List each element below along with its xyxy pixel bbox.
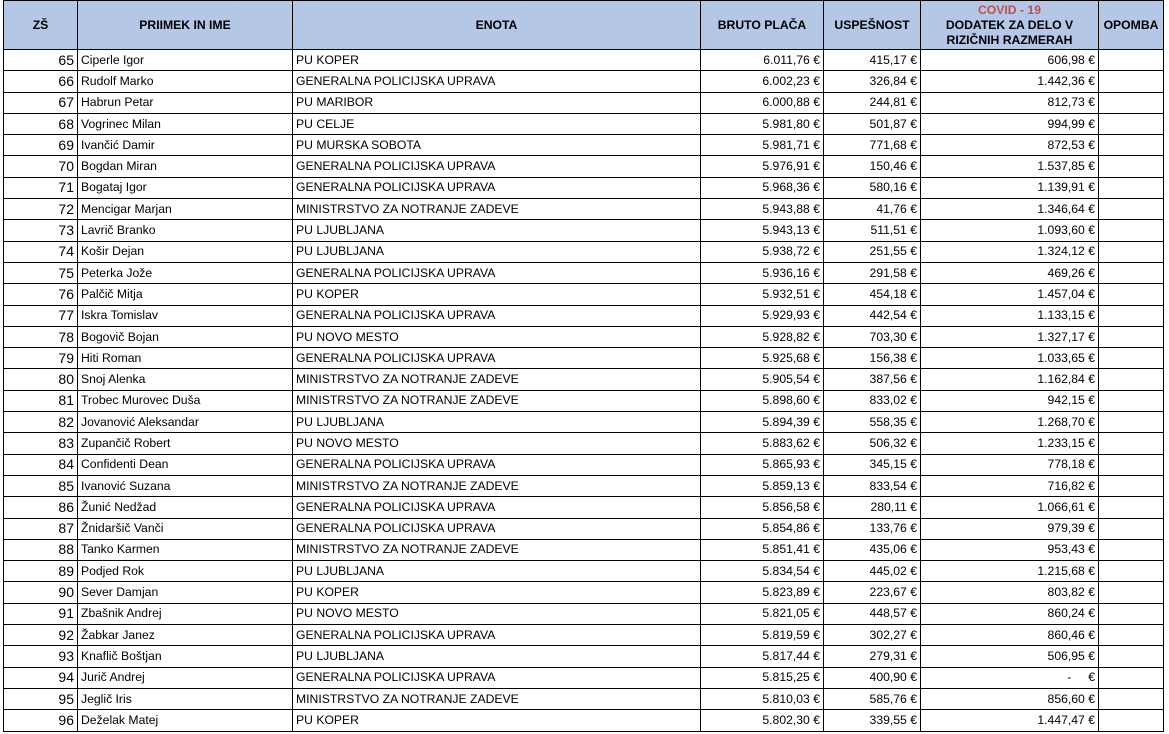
cell-covid: 1.066,61 € <box>921 497 1099 518</box>
cell-gross: 5.943,13 € <box>701 220 824 241</box>
cell-covid: 469,26 € <box>921 262 1099 283</box>
cell-note <box>1099 71 1164 92</box>
cell-zs: 92 <box>4 625 78 646</box>
cell-zs: 67 <box>4 92 78 113</box>
cell-gross: 5.925,68 € <box>701 348 824 369</box>
salary-table <box>3 0 1164 732</box>
cell-performance: 435,06 € <box>824 539 921 560</box>
cell-zs: 66 <box>4 71 78 92</box>
cell-gross: 5.851,41 € <box>701 539 824 560</box>
cell-zs: 78 <box>4 326 78 347</box>
cell-covid: 1.442,36 € <box>921 71 1099 92</box>
table-row <box>4 454 1164 475</box>
cell-name: Jurič Andrej <box>78 667 293 688</box>
cell-name: Košir Dejan <box>78 241 293 262</box>
header-gross: BRUTO PLAČA <box>701 1 824 50</box>
cell-zs: 65 <box>4 50 78 71</box>
cell-unit: GENERALNA POLICIJSKA UPRAVA <box>293 497 701 518</box>
cell-gross: 5.936,16 € <box>701 262 824 283</box>
cell-performance: 442,54 € <box>824 305 921 326</box>
cell-name: Podjed Rok <box>78 561 293 582</box>
table-row <box>4 667 1164 688</box>
cell-covid: 953,43 € <box>921 539 1099 560</box>
header-performance: USPEŠNOST <box>824 1 921 50</box>
header-row <box>4 1 1164 50</box>
cell-unit: GENERALNA POLICIJSKA UPRAVA <box>293 454 701 475</box>
cell-covid: 1.447,47 € <box>921 710 1099 731</box>
cell-gross: 5.943,88 € <box>701 199 824 220</box>
cell-performance: 585,76 € <box>824 688 921 709</box>
cell-name: Lavrič Branko <box>78 220 293 241</box>
cell-zs: 86 <box>4 497 78 518</box>
cell-covid: 1.327,17 € <box>921 326 1099 347</box>
cell-unit: PU NOVO MESTO <box>293 433 701 454</box>
table-row <box>4 199 1164 220</box>
cell-zs: 75 <box>4 262 78 283</box>
cell-gross: 5.865,93 € <box>701 454 824 475</box>
cell-name: Tanko Karmen <box>78 539 293 560</box>
table-row <box>4 688 1164 709</box>
cell-gross: 5.981,71 € <box>701 135 824 156</box>
cell-name: Žnidaršič Vanči <box>78 518 293 539</box>
table-row <box>4 497 1164 518</box>
table-row <box>4 412 1164 433</box>
cell-performance: 580,16 € <box>824 177 921 198</box>
cell-unit: GENERALNA POLICIJSKA UPRAVA <box>293 348 701 369</box>
cell-unit: PU CELJE <box>293 113 701 134</box>
table-row <box>4 326 1164 347</box>
cell-name: Palčič Mitja <box>78 284 293 305</box>
cell-covid: 1.537,85 € <box>921 156 1099 177</box>
cell-zs: 74 <box>4 241 78 262</box>
cell-unit: PU NOVO MESTO <box>293 326 701 347</box>
cell-performance: 506,32 € <box>824 433 921 454</box>
cell-note <box>1099 518 1164 539</box>
cell-zs: 87 <box>4 518 78 539</box>
cell-covid: 1.093,60 € <box>921 220 1099 241</box>
cell-name: Habrun Petar <box>78 92 293 113</box>
cell-gross: 5.817,44 € <box>701 646 824 667</box>
cell-performance: 291,58 € <box>824 262 921 283</box>
cell-note <box>1099 220 1164 241</box>
cell-note <box>1099 710 1164 731</box>
cell-zs: 72 <box>4 199 78 220</box>
cell-zs: 96 <box>4 710 78 731</box>
cell-name: Jovanović Aleksandar <box>78 412 293 433</box>
table-row <box>4 625 1164 646</box>
table-row <box>4 369 1164 390</box>
cell-name: Trobec Murovec Duša <box>78 390 293 411</box>
table-row <box>4 539 1164 560</box>
cell-note <box>1099 92 1164 113</box>
cell-covid: 606,98 € <box>921 50 1099 71</box>
table-row <box>4 220 1164 241</box>
table-row <box>4 92 1164 113</box>
cell-unit: PU KOPER <box>293 50 701 71</box>
cell-name: Knaflič Boštjan <box>78 646 293 667</box>
cell-gross: 5.859,13 € <box>701 475 824 496</box>
cell-zs: 73 <box>4 220 78 241</box>
cell-zs: 91 <box>4 603 78 624</box>
table-row <box>4 475 1164 496</box>
table-row <box>4 518 1164 539</box>
cell-covid: 506,95 € <box>921 646 1099 667</box>
cell-gross: 5.932,51 € <box>701 284 824 305</box>
cell-zs: 69 <box>4 135 78 156</box>
cell-gross: 5.819,59 € <box>701 625 824 646</box>
cell-performance: 223,67 € <box>824 582 921 603</box>
cell-unit: PU MURSKA SOBOTA <box>293 135 701 156</box>
cell-covid: 1.268,70 € <box>921 412 1099 433</box>
cell-note <box>1099 390 1164 411</box>
cell-zs: 81 <box>4 390 78 411</box>
cell-gross: 6.002,23 € <box>701 71 824 92</box>
cell-zs: 94 <box>4 667 78 688</box>
cell-note <box>1099 646 1164 667</box>
cell-performance: 448,57 € <box>824 603 921 624</box>
cell-unit: PU KOPER <box>293 284 701 305</box>
cell-name: Deželak Matej <box>78 710 293 731</box>
cell-name: Mencigar Marjan <box>78 199 293 220</box>
cell-covid: 812,73 € <box>921 92 1099 113</box>
cell-covid: 1.133,15 € <box>921 305 1099 326</box>
cell-zs: 71 <box>4 177 78 198</box>
cell-performance: 339,55 € <box>824 710 921 731</box>
cell-gross: 5.802,30 € <box>701 710 824 731</box>
cell-covid: 856,60 € <box>921 688 1099 709</box>
cell-name: Jeglič Iris <box>78 688 293 709</box>
cell-unit: PU LJUBLJANA <box>293 646 701 667</box>
table-row <box>4 433 1164 454</box>
cell-covid: 860,46 € <box>921 625 1099 646</box>
cell-performance: 41,76 € <box>824 199 921 220</box>
cell-covid: 1.033,65 € <box>921 348 1099 369</box>
cell-note <box>1099 561 1164 582</box>
cell-note <box>1099 539 1164 560</box>
cell-unit: MINISTRSTVO ZA NOTRANJE ZADEVE <box>293 539 701 560</box>
cell-note <box>1099 348 1164 369</box>
cell-name: Peterka Jože <box>78 262 293 283</box>
cell-name: Sever Damjan <box>78 582 293 603</box>
cell-covid: 994,99 € <box>921 113 1099 134</box>
cell-covid: 942,15 € <box>921 390 1099 411</box>
table-row <box>4 284 1164 305</box>
cell-unit: PU LJUBLJANA <box>293 220 701 241</box>
cell-name: Bogdan Miran <box>78 156 293 177</box>
cell-performance: 345,15 € <box>824 454 921 475</box>
header-covid-line1: DODATEK ZA DELO V <box>945 17 1074 32</box>
cell-note <box>1099 113 1164 134</box>
cell-name: Iskra Tomislav <box>78 305 293 326</box>
cell-performance: 445,02 € <box>824 561 921 582</box>
cell-name: Žabkar Janez <box>78 625 293 646</box>
cell-gross: 5.976,91 € <box>701 156 824 177</box>
cell-performance: 511,51 € <box>824 220 921 241</box>
cell-name: Hiti Roman <box>78 348 293 369</box>
cell-unit: PU KOPER <box>293 710 701 731</box>
cell-name: Ciperle Igor <box>78 50 293 71</box>
cell-zs: 93 <box>4 646 78 667</box>
cell-unit: GENERALNA POLICIJSKA UPRAVA <box>293 518 701 539</box>
cell-unit: PU NOVO MESTO <box>293 603 701 624</box>
cell-gross: 5.905,54 € <box>701 369 824 390</box>
cell-note <box>1099 454 1164 475</box>
cell-name: Zbašnik Andrej <box>78 603 293 624</box>
cell-performance: 326,84 € <box>824 71 921 92</box>
cell-zs: 70 <box>4 156 78 177</box>
cell-performance: 703,30 € <box>824 326 921 347</box>
cell-unit: PU KOPER <box>293 582 701 603</box>
cell-note <box>1099 156 1164 177</box>
cell-performance: 150,46 € <box>824 156 921 177</box>
cell-unit: MINISTRSTVO ZA NOTRANJE ZADEVE <box>293 688 701 709</box>
cell-note <box>1099 667 1164 688</box>
cell-performance: 156,38 € <box>824 348 921 369</box>
cell-gross: 5.938,72 € <box>701 241 824 262</box>
cell-note <box>1099 625 1164 646</box>
cell-unit: PU LJUBLJANA <box>293 412 701 433</box>
table-row <box>4 390 1164 411</box>
header-unit: ENOTA <box>293 1 701 50</box>
cell-unit: GENERALNA POLICIJSKA UPRAVA <box>293 667 701 688</box>
cell-gross: 5.968,36 € <box>701 177 824 198</box>
cell-note <box>1099 177 1164 198</box>
cell-covid: 1.324,12 € <box>921 241 1099 262</box>
cell-unit: GENERALNA POLICIJSKA UPRAVA <box>293 262 701 283</box>
cell-name: Rudolf Marko <box>78 71 293 92</box>
table-row <box>4 305 1164 326</box>
cell-gross: 5.883,62 € <box>701 433 824 454</box>
cell-zs: 79 <box>4 348 78 369</box>
table-row <box>4 710 1164 731</box>
cell-performance: 558,35 € <box>824 412 921 433</box>
cell-unit: MINISTRSTVO ZA NOTRANJE ZADEVE <box>293 369 701 390</box>
cell-covid: 1.162,84 € <box>921 369 1099 390</box>
header-note: OPOMBA <box>1099 1 1164 50</box>
table-row <box>4 262 1164 283</box>
cell-covid: 860,24 € <box>921 603 1099 624</box>
cell-unit: PU LJUBLJANA <box>293 561 701 582</box>
cell-zs: 90 <box>4 582 78 603</box>
cell-note <box>1099 326 1164 347</box>
cell-name: Zupančič Robert <box>78 433 293 454</box>
cell-performance: 400,90 € <box>824 667 921 688</box>
cell-zs: 95 <box>4 688 78 709</box>
cell-performance: 387,56 € <box>824 369 921 390</box>
cell-covid: 872,53 € <box>921 135 1099 156</box>
cell-unit: PU LJUBLJANA <box>293 241 701 262</box>
cell-unit: GENERALNA POLICIJSKA UPRAVA <box>293 71 701 92</box>
cell-zs: 88 <box>4 539 78 560</box>
cell-performance: 280,11 € <box>824 497 921 518</box>
cell-note <box>1099 135 1164 156</box>
cell-name: Ivančić Damir <box>78 135 293 156</box>
cell-zs: 80 <box>4 369 78 390</box>
cell-unit: GENERALNA POLICIJSKA UPRAVA <box>293 625 701 646</box>
cell-performance: 251,55 € <box>824 241 921 262</box>
cell-gross: 5.981,80 € <box>701 113 824 134</box>
cell-gross: 5.834,54 € <box>701 561 824 582</box>
cell-note <box>1099 284 1164 305</box>
cell-performance: 302,27 € <box>824 625 921 646</box>
cell-gross: 5.810,03 € <box>701 688 824 709</box>
cell-gross: 5.894,39 € <box>701 412 824 433</box>
cell-note <box>1099 262 1164 283</box>
cell-gross: 5.898,60 € <box>701 390 824 411</box>
header-name: PRIIMEK IN IME <box>78 1 293 50</box>
cell-name: Bogovič Bojan <box>78 326 293 347</box>
header-covid-title: COVID - 19 <box>978 2 1041 17</box>
table-row <box>4 177 1164 198</box>
cell-covid: 778,18 € <box>921 454 1099 475</box>
cell-name: Ivanović Suzana <box>78 475 293 496</box>
cell-gross: 5.823,89 € <box>701 582 824 603</box>
cell-gross: 5.854,86 € <box>701 518 824 539</box>
table-row <box>4 156 1164 177</box>
table-row <box>4 135 1164 156</box>
cell-note <box>1099 241 1164 262</box>
header-zs: ZŠ <box>4 1 78 50</box>
table-row <box>4 582 1164 603</box>
cell-performance: 833,54 € <box>824 475 921 496</box>
cell-zs: 77 <box>4 305 78 326</box>
table-row <box>4 603 1164 624</box>
table-row <box>4 71 1164 92</box>
cell-name: Confidenti Dean <box>78 454 293 475</box>
cell-gross: 6.011,76 € <box>701 50 824 71</box>
cell-gross: 5.815,25 € <box>701 667 824 688</box>
table-body <box>4 50 1164 732</box>
cell-note <box>1099 305 1164 326</box>
cell-zs: 76 <box>4 284 78 305</box>
cell-unit: MINISTRSTVO ZA NOTRANJE ZADEVE <box>293 390 701 411</box>
cell-name: Bogataj Igor <box>78 177 293 198</box>
cell-unit: MINISTRSTVO ZA NOTRANJE ZADEVE <box>293 199 701 220</box>
cell-performance: 279,31 € <box>824 646 921 667</box>
cell-performance: 244,81 € <box>824 92 921 113</box>
cell-name: Vogrinec Milan <box>78 113 293 134</box>
cell-gross: 5.929,93 € <box>701 305 824 326</box>
table-row <box>4 348 1164 369</box>
table-row <box>4 50 1164 71</box>
cell-covid: 979,39 € <box>921 518 1099 539</box>
cell-performance: 771,68 € <box>824 135 921 156</box>
table-row <box>4 561 1164 582</box>
cell-performance: 501,87 € <box>824 113 921 134</box>
cell-performance: 833,02 € <box>824 390 921 411</box>
table-row <box>4 646 1164 667</box>
cell-performance: 415,17 € <box>824 50 921 71</box>
cell-note <box>1099 369 1164 390</box>
cell-performance: 454,18 € <box>824 284 921 305</box>
cell-gross: 5.928,82 € <box>701 326 824 347</box>
cell-performance: 133,76 € <box>824 518 921 539</box>
cell-note <box>1099 688 1164 709</box>
header-covid <box>921 1 1099 50</box>
cell-name: Žunić Nedžad <box>78 497 293 518</box>
cell-note <box>1099 412 1164 433</box>
cell-note <box>1099 582 1164 603</box>
table-row <box>4 241 1164 262</box>
cell-covid: 1.233,15 € <box>921 433 1099 454</box>
cell-unit: GENERALNA POLICIJSKA UPRAVA <box>293 305 701 326</box>
cell-note <box>1099 497 1164 518</box>
cell-covid: - € <box>921 667 1099 688</box>
cell-name: Snoj Alenka <box>78 369 293 390</box>
cell-zs: 84 <box>4 454 78 475</box>
cell-covid: 803,82 € <box>921 582 1099 603</box>
header-covid-line2: RIZIČNIH RAZMERAH <box>946 32 1073 47</box>
cell-note <box>1099 433 1164 454</box>
cell-unit: GENERALNA POLICIJSKA UPRAVA <box>293 156 701 177</box>
cell-zs: 83 <box>4 433 78 454</box>
cell-gross: 6.000,88 € <box>701 92 824 113</box>
cell-covid: 1.457,04 € <box>921 284 1099 305</box>
cell-gross: 5.821,05 € <box>701 603 824 624</box>
cell-note <box>1099 603 1164 624</box>
cell-zs: 89 <box>4 561 78 582</box>
cell-covid: 1.215,68 € <box>921 561 1099 582</box>
cell-zs: 85 <box>4 475 78 496</box>
cell-covid: 716,82 € <box>921 475 1099 496</box>
cell-gross: 5.856,58 € <box>701 497 824 518</box>
cell-note <box>1099 475 1164 496</box>
cell-unit: GENERALNA POLICIJSKA UPRAVA <box>293 177 701 198</box>
cell-zs: 82 <box>4 412 78 433</box>
table-row <box>4 113 1164 134</box>
cell-zs: 68 <box>4 113 78 134</box>
cell-unit: MINISTRSTVO ZA NOTRANJE ZADEVE <box>293 475 701 496</box>
cell-note <box>1099 199 1164 220</box>
cell-covid: 1.346,64 € <box>921 199 1099 220</box>
cell-note <box>1099 50 1164 71</box>
cell-covid: 1.139,91 € <box>921 177 1099 198</box>
cell-unit: PU MARIBOR <box>293 92 701 113</box>
